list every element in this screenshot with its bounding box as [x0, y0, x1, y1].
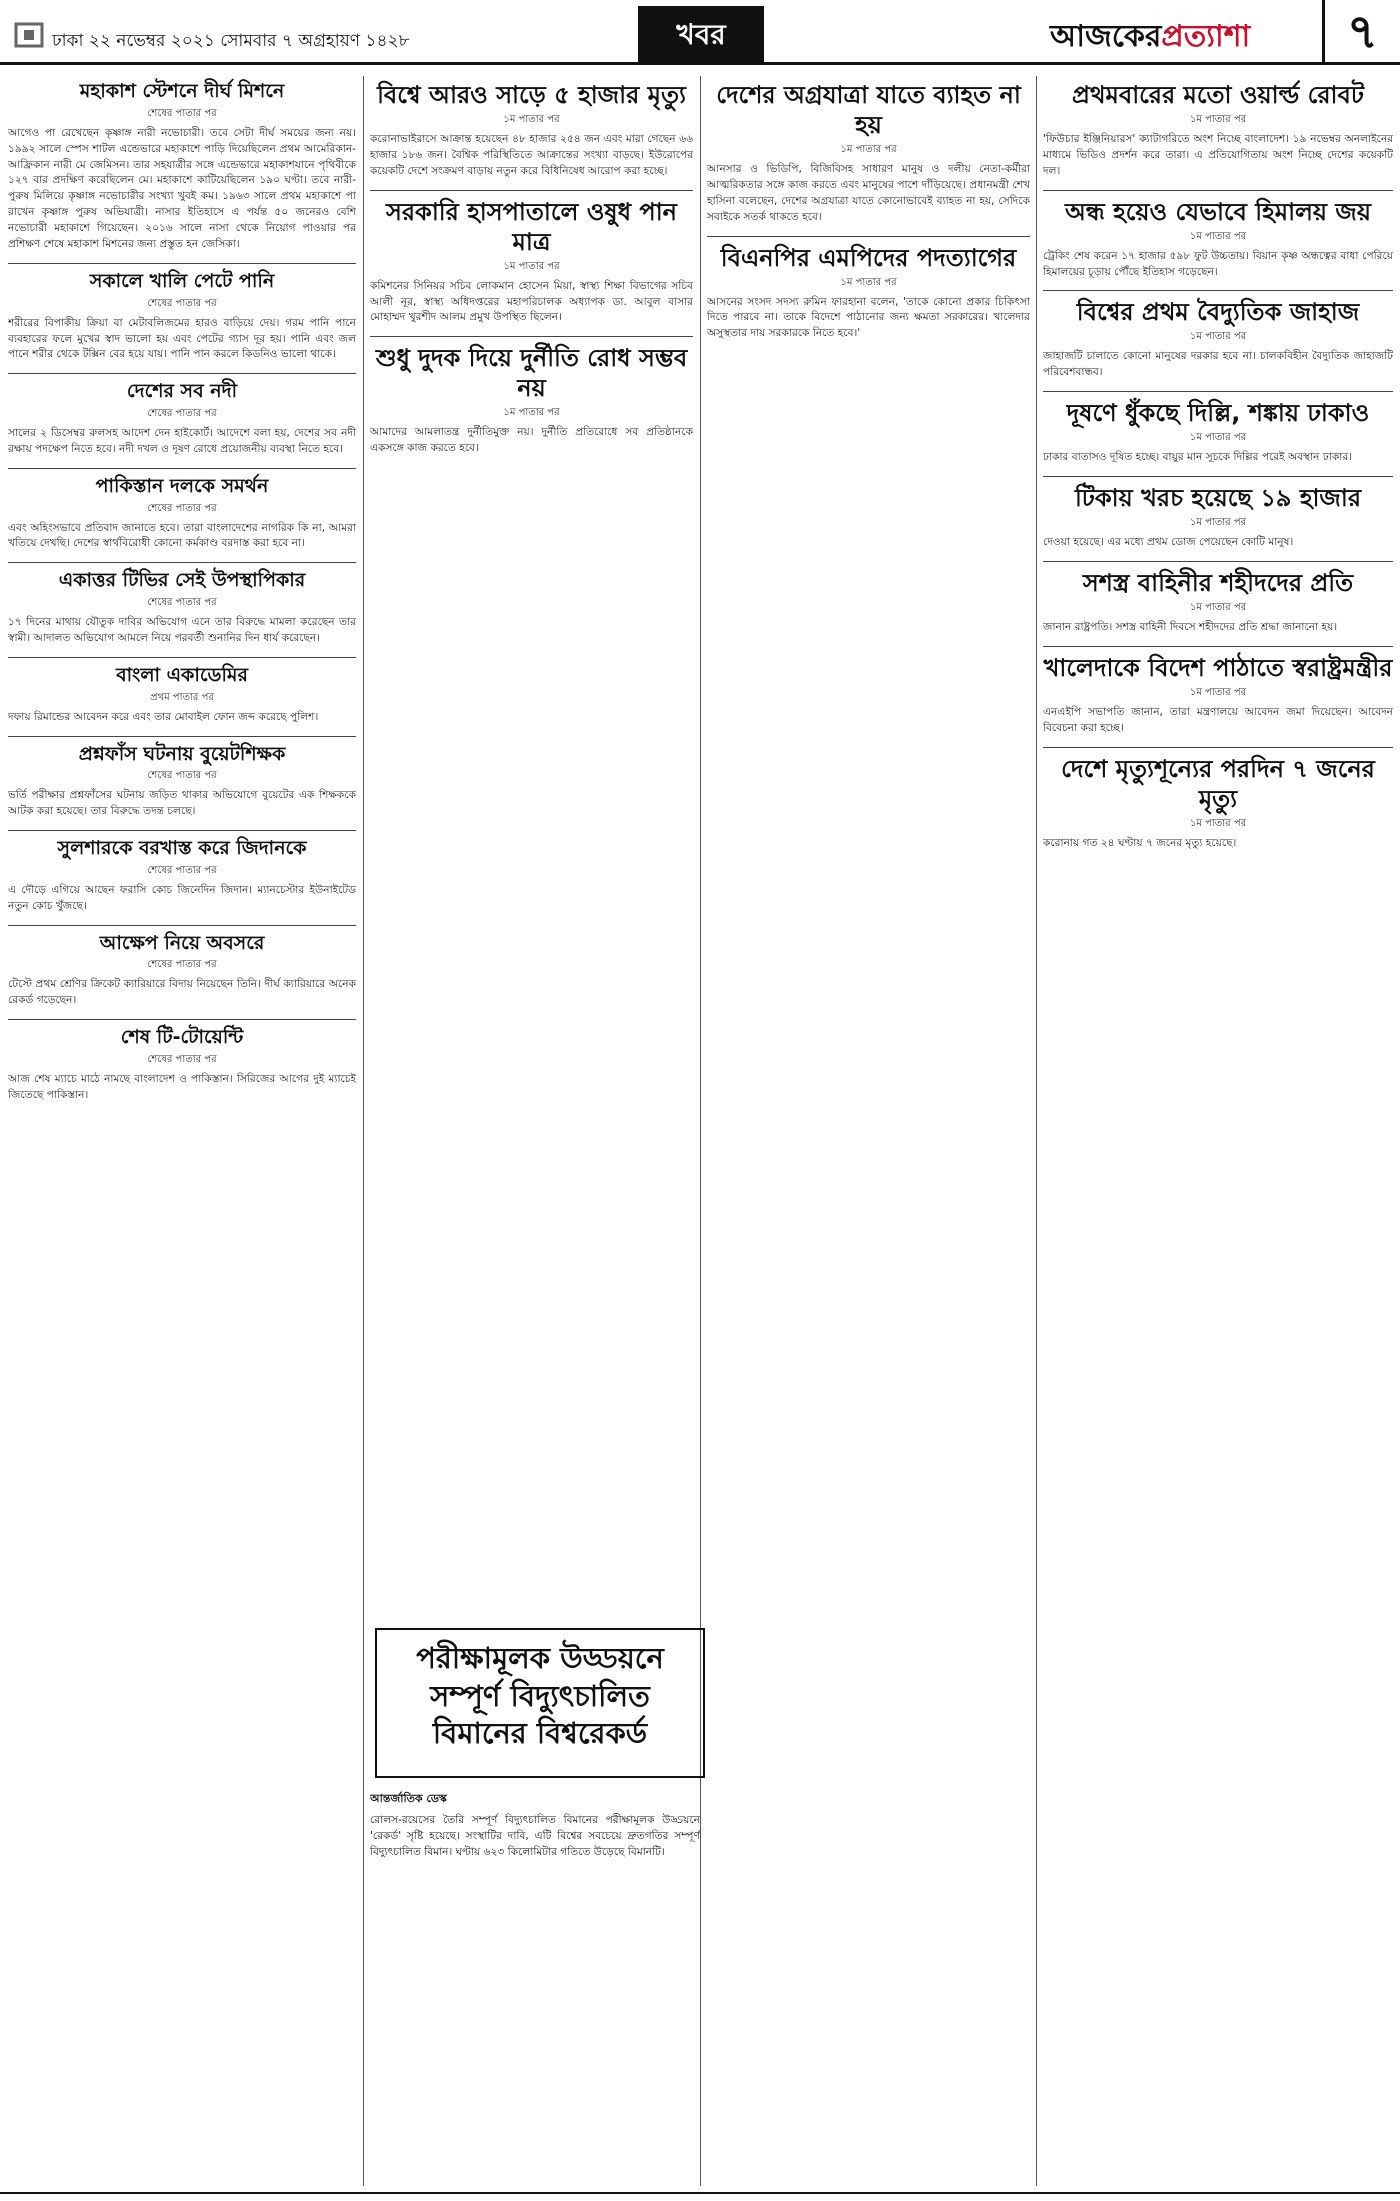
story-body: কমিশনের সিনিয়র সচিব লোকমান হোসেন মিয়া, স্বাস্থ্য শিক্ষা বিভাগের সচিব আলী নূর, স্বাস্থ্য অধিদপ্তরের মহাপরিচালক অধ্যাপক ডা. আবুল বাসার মোহাম্মদ খুরশীদ আলম প্রমুখ উপস্থিত ছিলেন।: [370, 279, 693, 324]
story: [8, 270, 356, 363]
divider: [8, 263, 356, 264]
divider: [8, 373, 356, 374]
logo-mark-icon: [14, 20, 44, 50]
divider: [1043, 561, 1393, 562]
story-continuation: ১ম পাতার পর: [1189, 602, 1247, 614]
story-headline: সকালে খালি পেটে পানি: [89, 269, 275, 292]
story-continuation: শেষের পাতার পর: [147, 959, 217, 971]
story: [8, 664, 356, 726]
column-divider: [700, 76, 701, 2186]
story-headline: পাকিস্তান দলকে সমর্থন: [95, 474, 269, 497]
story-headline: প্রথমবারের মতো ওয়ার্ল্ড রোবট: [1072, 81, 1364, 109]
story: [8, 380, 356, 458]
divider: [1043, 646, 1393, 647]
story-continuation: শেষের পাতার পর: [147, 1053, 217, 1065]
page-number: ৭: [1322, 0, 1400, 64]
divider: [8, 468, 356, 469]
story-headline: শুধু দুদক দিয়ে দুর্নীতি রোধ সম্ভব নয়: [375, 344, 688, 403]
story: [370, 80, 693, 180]
story-headline: বিশ্বের প্রথম বৈদ্যুতিক জাহাজ: [1076, 298, 1360, 327]
story-body: করোনাভাইরাসে আক্রান্ত হয়েছেন ৪৮ হাজার ২৫৪ জন এবং মারা গেছেন ৬৬ হাজার ১৮৬ জন। বৈশ্বিক পরিস্থিতিতে আক্রান্তের সংখ্যা বাড়ছে। ইউরোপের কয়েকটি দেশে সংক্রমণ বাড়ায় নতুন করে বিধিনিষেধ আরোপ করা হচ্ছে।: [370, 133, 693, 177]
story-continuation: ১ম পাতার পর: [1189, 817, 1247, 829]
divider: [1043, 391, 1393, 392]
story-headline: বিএনপির এমপিদের পদত্যাগের: [720, 243, 1017, 272]
story-continuation: ১ম পাতার পর: [1189, 331, 1247, 343]
story-headline: সুলশারকে বরখাস্ত করে জিদানকে: [57, 837, 307, 860]
featured-story: [370, 1790, 700, 2190]
story-continuation: শেষের পাতার পর: [147, 408, 217, 420]
story-body: আসনের সংসদ সদস্য রুমিন ফারহানা বলেন, 'তাকে কোনো প্রকার চিকিৎসা দিতে পারবে না। তাকে বিদেশে পাঠানোর জন্য ক্ষমতা সরকারের। খালেদার অসুস্থতার দায় সরকারকে নিতে হবে।': [707, 295, 1030, 340]
story-headline: একাত্তর টিভির সেই উপস্থাপিকার: [58, 569, 306, 592]
story: [1043, 483, 1393, 551]
story-body: দফায় রিমান্ডের আবেদন করে এবং তার মোবাইল ফোন জব্দ করেছে পুলিশ।: [8, 710, 319, 723]
story-body: টেস্টে প্রথম শ্রেণির ক্রিকেট ক্যারিয়ারে বিদায় নিয়েছেন তিনি। দীর্ঘ ক্যারিয়ারে অনেক রেকর্ড গড়েছেন।: [8, 978, 356, 1007]
story-continuation: ১ম পাতার পর: [1189, 432, 1247, 444]
story: [1043, 197, 1393, 281]
story-body: শরীরের বিপাকীয় ক্রিয়া বা মেটাবলিজমের হারও বাড়িয়ে দেয়। গরম পানি পানে ব্যবহারের ফলে মুখের স্বাদ ভালো হয় এবং পেটের গ্যাস দূর হয়। পানি এবং জল পানে শরীর থেকে টক্সিন বের হয়ে যায়। পানি পান করলে কিডনিও ভালো থাকে।: [8, 316, 356, 361]
story: [707, 243, 1030, 343]
story-body: ১৭ দিনের মাথায় যৌতুক দাবির অভিযোগ এনে তার বিরুদ্ধে মামলা করেছেন তার স্বামী। আদালত অভিযোগ আমলে নিয়ে পরবর্তী শুনানির দিন ধার্য করেছেন।: [8, 616, 356, 644]
story-headline: দেশের অগ্রযাত্রা যাতে ব্যাহত না হয়: [716, 81, 1021, 139]
story-continuation: প্রথম পাতার পর: [150, 691, 214, 703]
story-continuation: ১ম পাতার পর: [503, 260, 560, 272]
story-headline: অন্ধ হয়েও যেভাবে হিমালয় জয়: [1064, 197, 1372, 226]
divider: [1043, 747, 1393, 748]
story-body: সালের ২ ডিসেম্বর রুলসহ আদেশ দেন হাইকোর্ট। আদেশে বলা হয়, দেশের সব নদী রক্ষায় পদক্ষেপ নিতে হবে। নদী দখল ও দূষণ রোধে প্রয়োজনীয় ব্যবস্থা নিতে হবে।: [8, 427, 356, 455]
story: [8, 743, 356, 821]
story-headline: প্রশ্নফাঁস ঘটনায় বুয়েটশিক্ষক: [78, 742, 286, 765]
story-continuation: ১ম পাতার পর: [1189, 517, 1247, 529]
story-continuation: ১ম পাতার পর: [1189, 686, 1247, 698]
column-divider: [1036, 76, 1037, 2186]
story-continuation: ১ম পাতার পর: [840, 144, 897, 155]
featured-headline-box: [375, 1628, 705, 1778]
story-headline: বাংলা একাডেমির: [116, 663, 248, 686]
paper-name-part1: আজকের: [1050, 19, 1162, 54]
story-body: এবং অহিংসভাবে প্রতিবাদ জানাতে হবে। তারা বাংলাদেশের নাগরিক কি না, আমরা খতিয়ে দেখছি। দেশের স্বার্থবিরোধী কোনো কর্মকাণ্ড বরদাস্ত করা হবে না।: [8, 521, 356, 550]
featured-headline-line: পরীক্ষামূলক উড্ডয়নে: [416, 1641, 664, 1675]
footer-divider: [0, 2192, 1400, 2194]
story: [370, 197, 693, 327]
divider: [1043, 190, 1393, 191]
story-body: আনসার ও ভিডিপি, বিজিবিসহ সাধারণ মানুষ ও দলীয় নেতা-কর্মীরা আত্মরিকতার সঙ্গে কাজ করতে এবং মানুষের পাশে দাঁড়িয়েছে। প্রধানমন্ত্রী শেখ হাসিনা বলেছেন, দেশের অগ্রযাত্রা যাতে কোনোভাবেই ব্যাহত না হয়, সেদিকে সবাইকে সতর্ক থাকতে হবে।: [707, 163, 1030, 223]
divider: [8, 1019, 356, 1020]
divider: [8, 657, 356, 658]
story-headline: বিশ্বে আরও সাড়ে ৫ হাজার মৃত্যু: [377, 81, 686, 109]
story-body: 'ফিউচার ইঞ্জিনিয়ারস' ক্যাটাগরিতে অংশ নিচ্ছে বাংলাদেশ। ১৯ নভেম্বর অনলাইনের মাধ্যমে ভিডিও প্রদর্শন করে তারা। এ প্রতিযোগিতায় অংশ নিচ্ছে দেশের কয়েকটি দল।: [1043, 133, 1393, 177]
story-headline: খালেদাকে বিদেশ পাঠাতে স্বরাষ্ট্রমন্ত্রীর: [1043, 653, 1393, 682]
story-body: আগেও পা রেখেছেন কৃষ্ণাঙ্গ নারী নভোচারী। তবে সেটা দীর্ঘ সময়ের জন্য নয়। ১৯৯২ সালে স্পেস শাটল এন্ডেভারে মহাকাশে পাড়ি দিয়েছিলেন প্রথম আমেরিকান-আফ্রিকান নারী মে জেমিসন। তার সহযাত্রীর সঙ্গে এন্ডেভারে মহাকাশযানে পৃথিবীকে ১২৭ বার প্রদক্ষিণ করেছিলেন মে। মহাকাশে কাটিয়েছিলেন ১৯০ ঘণ্টা। তবে নারী-পুরুষ মিলিয়ে কৃষ্ণাঙ্গ নভোচারীর সংখ্যা খুবই কম। ১৯৬৩ সালে প্রথম মহাকাশে পা রাখেন কৃষ্ণাঙ্গ পুরুষ অভিযাত্রী। নাসার ইতিহাসে এ পর্যন্ত ৫০ জনেরও বেশি নভোচারী মহাকাশে গিয়েছেন। ২০১৬ সালে নাসা থেকে নিয়োগ পাওয়ার পর প্রশিক্ষণ শেষে মহাকাশ মিশনের জন্য প্রস্তুত হন জেসিকা।: [8, 126, 356, 250]
column-2: [370, 76, 693, 1616]
story-body: করোনায় গত ২৪ ঘণ্টায় ৭ জনের মৃত্যু হয়েছে।: [1043, 836, 1237, 849]
story-body: আমাদের আমলাতন্ত্র দুর্নীতিমুক্ত নয়। দুর্নীতি প্রতিরোধে সব প্রতিষ্ঠানকে একসঙ্গে কাজ করতে হবে।: [370, 426, 693, 455]
story: [1043, 80, 1393, 180]
story-headline: টিকায় খরচ হয়েছে ১৯ হাজার: [1074, 484, 1362, 513]
story-headline: শেষ টি-টোয়েন্টি: [120, 1026, 244, 1049]
story-body: জানান রাষ্ট্রপতি। সশস্ত্র বাহিনী দিবসে শহীদদের প্রতি শ্রদ্ধা জানানো হয়।: [1043, 621, 1338, 634]
story-body: এনএইপি সভাপতি জানান, তারা মন্ত্রণালয়ে আবেদন জমা দিয়েছেন। আবেদন বিবেচনা করা হচ্ছে।: [1043, 705, 1393, 734]
story: [370, 343, 693, 457]
divider: [8, 562, 356, 563]
header-divider: [0, 62, 1400, 65]
column-1: [8, 76, 356, 2186]
story-headline: আক্ষেপ নিয়ে অবসরে: [99, 931, 265, 954]
story-body: ট্রেকিং শেষ করেন ১৭ হাজার ৫৯৮ ফুট উচ্চতায়। বিয়ান কৃষ্ণ অন্ধত্বের বাধা পেরিয়ে হিমালয়ের চূড়ায় পৌঁছে ইতিহাস গড়েছেন।: [1043, 249, 1393, 278]
story: [8, 1026, 356, 1104]
story-continuation: ১ম পাতার পর: [503, 407, 560, 419]
story-continuation: শেষের পাতার পর: [147, 297, 217, 309]
story-body: ভর্তি পরীক্ষার প্রশ্নফাঁসের ঘটনায় জড়িত থাকার অভিযোগে বুয়েটের এক শিক্ষককে আটক করা হয়েছে। তার বিরুদ্ধে তদন্ত চলছে।: [8, 789, 356, 818]
column-3: [707, 76, 1030, 1616]
page-header: [0, 0, 1400, 78]
story-continuation: শেষের পাতার পর: [147, 107, 217, 119]
divider: [707, 236, 1030, 237]
divider: [8, 830, 356, 831]
featured-byline: আন্তর্জাতিক ডেস্ক: [370, 1792, 447, 1805]
story-body: ঢাকার বাতাসও দূষিত হচ্ছে। বায়ুর মান সূচকে দিল্লির পরেই অবস্থান ঢাকার।: [1043, 451, 1352, 464]
story-headline: দেশে মৃত্যুশূন্যের পরদিন ৭ জনের মৃত্যু: [1061, 754, 1375, 813]
story-continuation: ১ম পাতার পর: [1189, 230, 1247, 242]
story: [8, 475, 356, 553]
story-continuation: শেষের পাতার পর: [147, 502, 217, 514]
paper-name-part2: প্রত্যাশা: [1161, 19, 1251, 54]
story: [8, 80, 356, 253]
date-line: ঢাকা ২২ নভেম্বর ২০২১ সোমবার ৭ অগ্রহায়ণ ১৪২৮: [52, 31, 410, 51]
story: [1043, 297, 1393, 381]
story-headline: দূষণে ধুঁকছে দিল্লি, শঙ্কায় ঢাকাও: [1066, 399, 1370, 428]
story: [1043, 568, 1393, 636]
story-headline: মহাকাশ স্টেশনে দীর্ঘ মিশনে: [79, 80, 285, 102]
story: [8, 837, 356, 915]
story: [707, 80, 1030, 226]
story: [1043, 398, 1393, 466]
divider: [370, 190, 693, 191]
story: [8, 932, 356, 1010]
divider: [8, 925, 356, 926]
story-continuation: শেষের পাতার পর: [147, 597, 217, 609]
featured-body: রোলস-রয়েসের তৈরি সম্পূর্ণ বিদ্যুৎচালিত বিমানের পরীক্ষামূলক উড্ডয়নে 'রেকর্ড' সৃষ্টি হয়েছে। সংস্থাটির দাবি, এটি বিশ্বের সবচেয়ে দ্রুতগতির সম্পূর্ণ বিদ্যুৎচালিত বিমান। ঘণ্টায় ৬২৩ কিলোমিটার গতিতে উড়েছে বিমানটি।: [370, 1814, 700, 1858]
story: [8, 569, 356, 647]
story-headline: দেশের সব নদী: [126, 380, 238, 403]
story-continuation: ১ম পাতার পর: [503, 114, 560, 125]
story-continuation: শেষের পাতার পর: [147, 770, 217, 782]
featured-headline-line: বিমানের বিশ্বরেকর্ড: [432, 1716, 648, 1751]
story-continuation: ১ম পাতার পর: [1189, 114, 1247, 125]
story: [1043, 754, 1393, 852]
featured-headline-line: সম্পূর্ণ বিদ্যুৎচালিত: [430, 1678, 650, 1713]
story-headline: সশস্ত্র বাহিনীর শহীদদের প্রতি: [1082, 569, 1354, 598]
story-body: জাহাজটি চালাতে কোনো মানুষের দরকার হবে না। চালকবিহীন বৈদ্যুতিক জাহাজটি পরিবেশবান্ধব।: [1043, 350, 1393, 379]
section-label: খবর: [638, 6, 764, 64]
story-body: এ দৌড়ে এগিয়ে আছেন ফরাসি কোচ জিনেদিন জিদান। ম্যানচেস্টার ইউনাইটেড নতুন কোচ খুঁজছে।: [8, 883, 356, 912]
divider: [1043, 476, 1393, 477]
divider: [8, 736, 356, 737]
story: [1043, 653, 1393, 737]
story-body: দেওয়া হয়েছে। এর মধ্যে প্রথম ডোজ পেয়েছেন কোটি মানুষ।: [1043, 536, 1294, 549]
divider: [1043, 290, 1393, 291]
column-divider: [363, 76, 364, 2186]
divider: [370, 336, 693, 337]
column-4: [1043, 76, 1393, 2186]
paper-name: [1050, 12, 1310, 56]
story-headline: সরকারি হাসপাতালে ওষুধ পান মাত্র: [385, 197, 678, 256]
story-continuation: শেষের পাতার পর: [147, 864, 217, 876]
story-continuation: ১ম পাতার পর: [840, 276, 897, 288]
story-body: আজ শেষ ম্যাচে মাঠে নামছে বাংলাদেশ ও পাকিস্তান। সিরিজের আগের দুই ম্যাচেই জিতেছে পাকিস্তান।: [8, 1072, 356, 1101]
